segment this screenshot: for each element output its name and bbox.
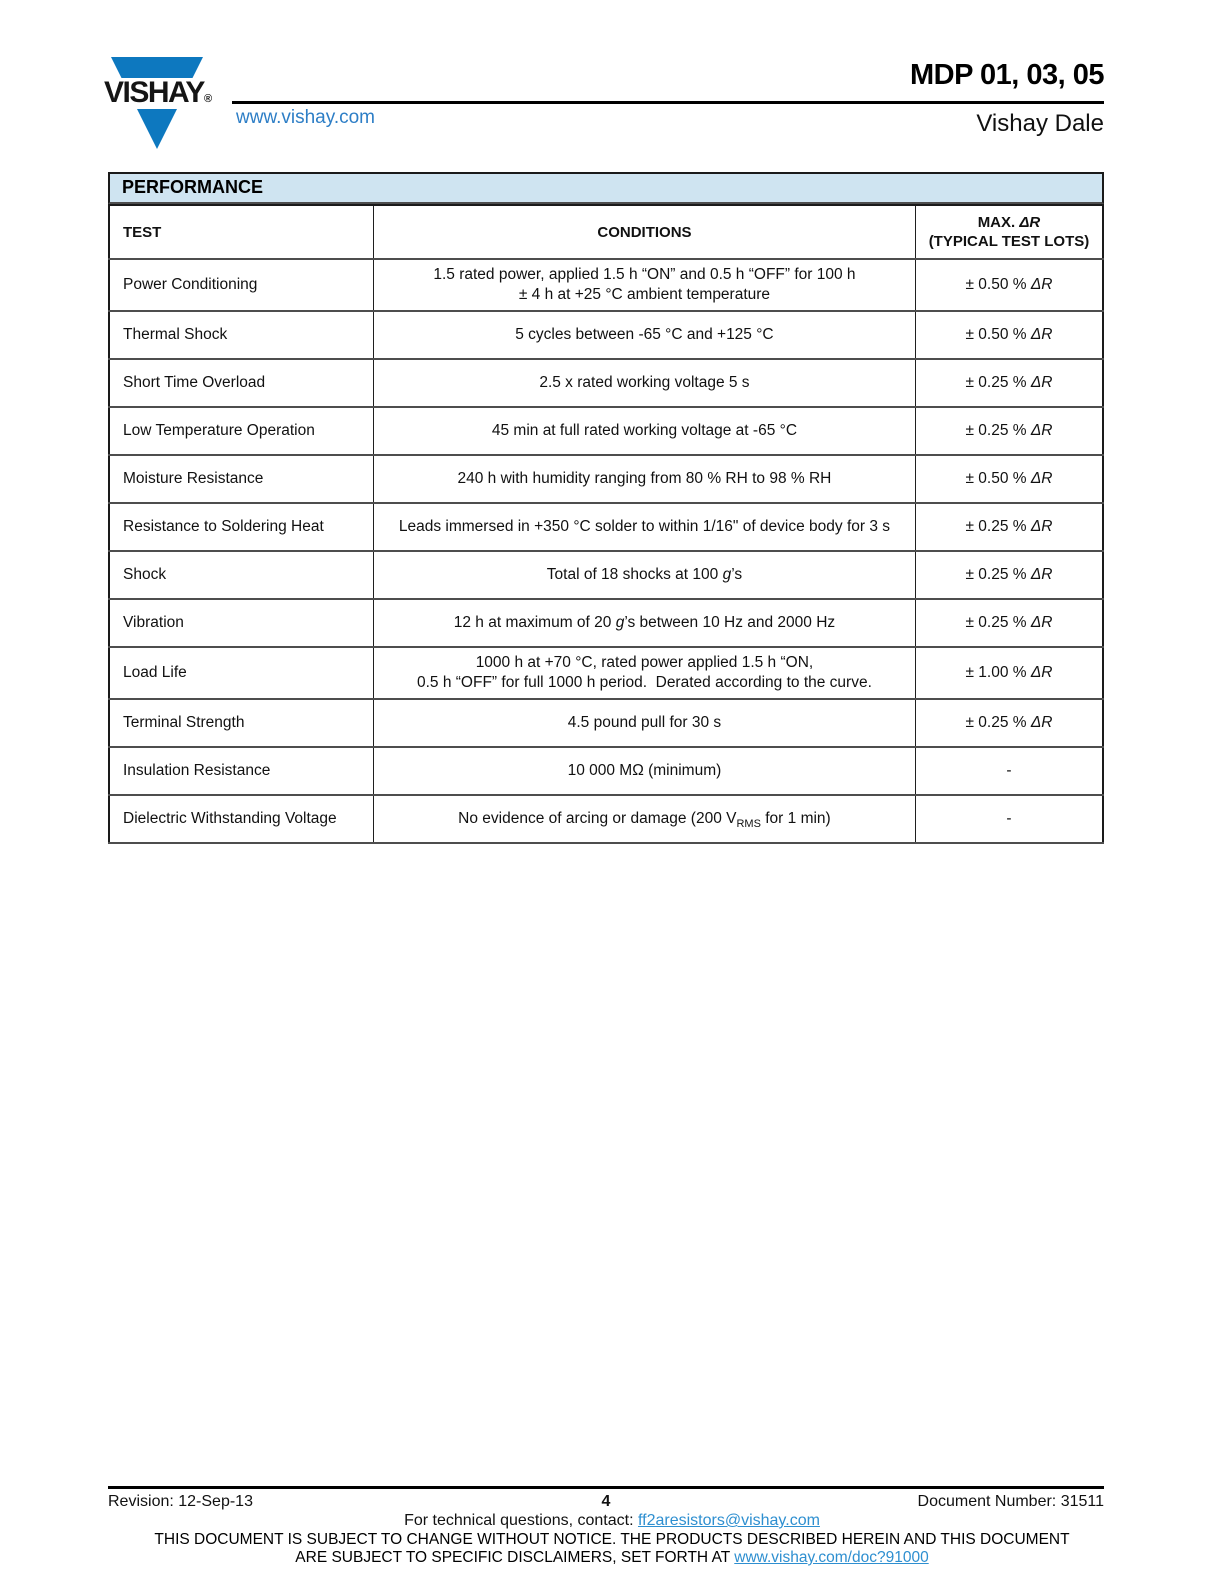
contact-email-link[interactable]: ff2aresistors@vishay.com bbox=[637, 1512, 820, 1529]
page-number: 4 bbox=[601, 1493, 611, 1510]
test-cell: Thermal Shock bbox=[109, 311, 373, 359]
test-cell: Short Time Overload bbox=[109, 359, 373, 407]
table-row bbox=[109, 795, 1103, 843]
conditions-cell: 10 000 MΩ (minimum) bbox=[373, 747, 915, 795]
conditions-cell: 4.5 pound pull for 30 s bbox=[373, 699, 915, 747]
table-row bbox=[109, 551, 1103, 599]
performance-table-head bbox=[109, 205, 1103, 259]
test-cell: Power Conditioning bbox=[109, 259, 373, 311]
registered-trademark-symbol: ® bbox=[203, 93, 213, 105]
vishay-logo-text: VISHAY bbox=[104, 76, 204, 109]
conditions-cell: Leads immersed in +350 °C solder to within 1/16" of device body for 3 s bbox=[373, 503, 915, 551]
conditions-cell: 240 h with humidity ranging from 80 % RH to 98 % RH bbox=[373, 455, 915, 503]
disclaimer-line2-prefix: ARE SUBJECT TO SPECIFIC DISCLAIMERS, SET FORTH AT bbox=[295, 1549, 735, 1566]
table-row bbox=[109, 503, 1103, 551]
performance-table bbox=[108, 204, 1104, 844]
max-dr-cell: ± 1.00 % ΔR bbox=[915, 647, 1103, 699]
vishay-logo-wordmark bbox=[101, 78, 215, 109]
test-cell: Dielectric Withstanding Voltage bbox=[109, 795, 373, 843]
disclaimer-link[interactable]: www.vishay.com/doc?91000 bbox=[734, 1549, 929, 1566]
max-dr-symbol: ΔR bbox=[1019, 214, 1041, 231]
contact-line bbox=[0, 1512, 1224, 1530]
disclaimer-line2 bbox=[0, 1549, 1224, 1567]
max-dr-cell: ± 0.50 % ΔR bbox=[915, 455, 1103, 503]
test-cell: Moisture Resistance bbox=[109, 455, 373, 503]
max-dr-cell: ± 0.25 % ΔR bbox=[915, 551, 1103, 599]
conditions-cell: 12 h at maximum of 20 g’s between 10 Hz and 2000 Hz bbox=[373, 599, 915, 647]
table-row bbox=[109, 647, 1103, 699]
conditions-cell: No evidence of arcing or damage (200 $V_{RMS}$ for 1 min) bbox=[373, 795, 915, 843]
conditions-cell: 1000 h at +70 °C, rated power applied 1.5 h “ON, 0.5 h “OFF” for full 1000 h period. Derated according to the curve. bbox=[373, 647, 915, 699]
column-header-max-dr bbox=[915, 205, 1103, 259]
test-cell: Resistance to Soldering Heat bbox=[109, 503, 373, 551]
table-row bbox=[109, 259, 1103, 311]
test-cell: Vibration bbox=[109, 599, 373, 647]
performance-table-body bbox=[109, 259, 1103, 843]
conditions-cell: 45 min at full rated working voltage at -65 °C bbox=[373, 407, 915, 455]
revision-text: Revision: 12-Sep-13 bbox=[108, 1493, 253, 1510]
disclaimer-line1: THIS DOCUMENT IS SUBJECT TO CHANGE WITHOUT NOTICE. THE PRODUCTS DESCRIBED HEREIN AND THIS DOCUMENT bbox=[154, 1531, 1070, 1548]
max-dr-cell: ± 0.50 % ΔR bbox=[915, 259, 1103, 311]
max-dr-cell: ± 0.25 % ΔR bbox=[915, 407, 1103, 455]
test-cell: Low Temperature Operation bbox=[109, 407, 373, 455]
max-dr-cell: ± 0.25 % ΔR bbox=[915, 699, 1103, 747]
table-row bbox=[109, 359, 1103, 407]
conditions-cell: 2.5 x rated working voltage 5 s bbox=[373, 359, 915, 407]
header-divider-rule bbox=[232, 101, 1104, 104]
conditions-cell: 1.5 rated power, applied 1.5 h “ON” and 0.5 h “OFF” for 100 h ± 4 h at +25 °C ambient temperature bbox=[373, 259, 915, 311]
website-link[interactable]: www.vishay.com bbox=[236, 107, 376, 128]
table-row bbox=[109, 699, 1103, 747]
max-dr-cell: ± 0.25 % ΔR bbox=[915, 503, 1103, 551]
brand-name: Vishay Dale bbox=[976, 110, 1104, 137]
table-row bbox=[109, 455, 1103, 503]
max-dr-header-line2: (TYPICAL TEST LOTS) bbox=[928, 233, 1090, 250]
max-dr-cell: ± 0.25 % ΔR bbox=[915, 359, 1103, 407]
contact-prefix: For technical questions, contact: bbox=[404, 1512, 638, 1529]
footer-divider-rule bbox=[108, 1486, 1104, 1489]
test-cell: Shock bbox=[109, 551, 373, 599]
part-number-title: MDP 01, 03, 05 bbox=[910, 59, 1104, 91]
test-cell: Terminal Strength bbox=[109, 699, 373, 747]
column-header-conditions: CONDITIONS bbox=[373, 205, 915, 259]
document-number: Document Number: 31511 bbox=[917, 1493, 1104, 1510]
performance-header-row bbox=[109, 205, 1103, 259]
max-dr-cell: ± 0.50 % ΔR bbox=[915, 311, 1103, 359]
max-dr-cell: ± 0.25 % ΔR bbox=[915, 599, 1103, 647]
table-row bbox=[109, 599, 1103, 647]
column-header-test: TEST bbox=[109, 205, 373, 259]
table-row bbox=[109, 311, 1103, 359]
footer-meta-row bbox=[108, 1493, 1104, 1513]
max-dr-cell: - bbox=[915, 795, 1103, 843]
table-row bbox=[109, 747, 1103, 795]
table-row bbox=[109, 407, 1103, 455]
max-dr-header-line1 bbox=[922, 213, 1096, 232]
performance-section-title: PERFORMANCE bbox=[108, 172, 1104, 204]
test-cell: Insulation Resistance bbox=[109, 747, 373, 795]
performance-section bbox=[108, 172, 1104, 844]
conditions-cell: Total of 18 shocks at 100 g’s bbox=[373, 551, 915, 599]
test-cell: Load Life bbox=[109, 647, 373, 699]
conditions-cell: 5 cycles between -65 °C and +125 °C bbox=[373, 311, 915, 359]
max-dr-prefix: MAX. bbox=[977, 214, 1020, 231]
max-dr-cell: - bbox=[915, 747, 1103, 795]
